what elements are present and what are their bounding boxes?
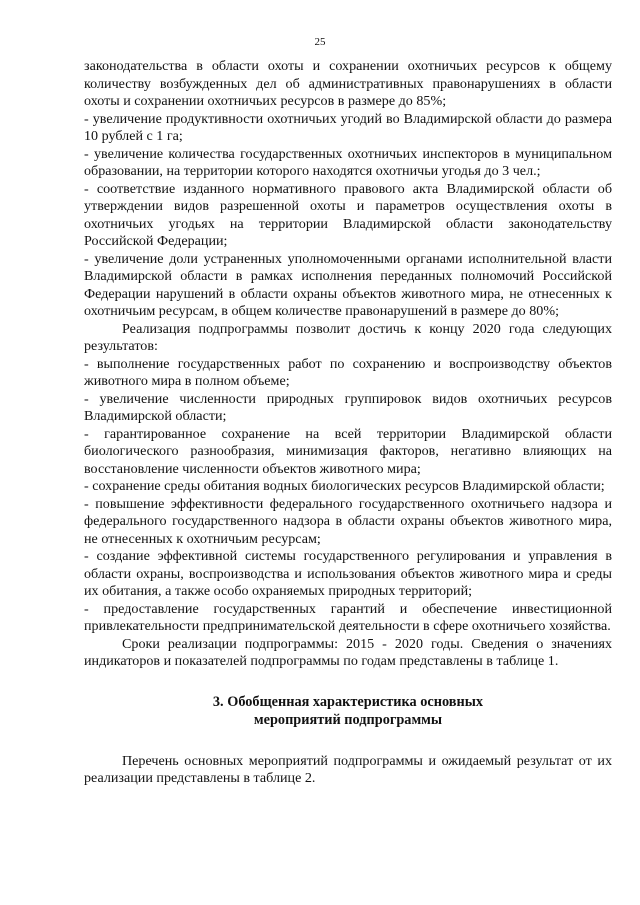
indicator-item: - увеличение количества государственных охотничьих инспекторов в муниципальном образовании, на территории которого находятся охотничьи угодья до 3 чел.; [84, 145, 612, 179]
section-heading-line-1: 3. Обобщенная характеристика основных [212, 693, 484, 710]
result-item: - повышение эффективности федерального государственного охотничьего надзора и федерального государственного надзора в области охраны объектов животного мира, не отнесенных к охотничьим ресурсам; [84, 495, 612, 547]
result-item: - выполнение государственных работ по сохранению и воспроизводству объектов животного мира в полном объеме; [84, 355, 612, 389]
timeline-paragraph: Сроки реализации подпрограммы: 2015 - 2020 годы. Сведения о значениях индикаторов и показателей подпрограммы по годам представлены в таблице 1. [84, 635, 612, 669]
section-paragraph: Перечень основных мероприятий подпрограммы и ожидаемый результат от их реализации представлены в таблице 2. [84, 752, 612, 786]
page-number: 25 [314, 36, 326, 48]
results-intro-paragraph: Реализация подпрограммы позволит достичь к концу 2020 года следующих результатов: [84, 320, 612, 354]
paragraph-continuation: законодательства в области охоты и сохранении охотничьих ресурсов к общему количеству возбужденных дел об административных правонарушениях в области охоты и сохранении охотничьих ресурсов в размере до 85%; [84, 58, 612, 109]
indicator-item: - соответствие изданного нормативного правового акта Владимирской области об утверждении видов разрешенной охоты и параметров осуществления охоты в охотничьих угодьях на территории Владимирской области законодательству Российской Федерации; [84, 180, 612, 249]
result-item: - сохранение среды обитания водных биологических ресурсов Владимирской области; [84, 478, 605, 494]
section-heading [84, 693, 612, 729]
result-item: - создание эффективной системы государственного регулирования и управления в области охраны, воспроизводства и использования объектов животного мира и среды их обитания, а также особо охраняемых природных территорий; [84, 548, 612, 599]
result-item: - увеличение численности природных группировок видов охотничьих ресурсов Владимирской области; [84, 390, 612, 424]
section-heading-line-2: мероприятий подпрограммы [253, 711, 443, 728]
result-item: - предоставление государственных гарантий и обеспечение инвестиционной привлекательности предпринимательской деятельности в сфере охотничьего хозяйства. [84, 600, 612, 634]
indicator-item: - увеличение продуктивности охотничьих угодий во Владимирской области до размера 10 рублей с 1 га; [84, 110, 612, 144]
indicator-item: - увеличение доли устраненных уполномоченными органами исполнительной власти Владимирской области в рамках исполнения переданных полномочий Российской Федерации нарушений в области охраны объектов животного мира, не отнесенных к охотничьим ресурсам, в общем количестве правонарушений в размере до 80%; [84, 250, 612, 319]
document-body [84, 58, 612, 788]
result-item: - гарантированное сохранение на всей территории Владимирской области биологического разнообразия, минимизация факторов, негативно влияющих на восстановление численности объектов животного мира; [84, 425, 612, 477]
